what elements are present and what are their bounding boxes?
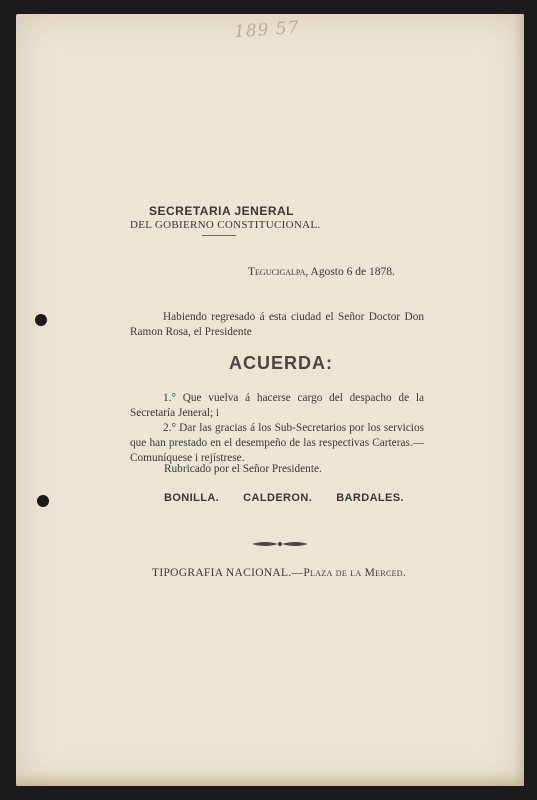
document-page — [16, 14, 524, 786]
printer-name: TIPOGRAFIA NACIONAL.— — [152, 567, 304, 579]
resolution-item-1: 1.° Que vuelva á hacerse cargo del despacho de la Secretaría Jeneral; i — [130, 392, 424, 419]
intro-paragraph: Habiendo regresado á esta ciudad el Señor Doctor Don Ramon Rosa, el Presidente — [130, 311, 424, 338]
header-secretaria: SECRETARIA JENERAL — [149, 204, 295, 218]
signatory-bonilla: BONILLA. — [164, 492, 220, 504]
ornament-divider-icon — [250, 539, 310, 549]
rubricado-line: Rubricado por el Señor Presidente. — [164, 463, 322, 475]
signatory-calderon: CALDERON. — [243, 492, 313, 504]
paper-edge-shading — [514, 14, 524, 786]
signatory-bardales: BARDALES. — [336, 492, 404, 504]
punch-hole — [37, 495, 49, 507]
date-text: , Agosto 6 de 1878. — [305, 266, 395, 278]
header-gobierno: DEL GOBIERNO CONSTITUCIONAL. — [130, 219, 321, 231]
pencil-annotation: 189 57 — [233, 17, 301, 43]
date-place: Tegucigalpa — [248, 266, 306, 278]
printer-footer — [152, 567, 406, 579]
date-line — [248, 266, 395, 278]
signatories — [164, 492, 404, 504]
punch-hole — [35, 314, 47, 326]
resolution-item-2: 2.° Dar las gracias á los Sub-Secretarios por los servicios que han prestado en el desempeño de las respectivas Carteras.—Comuníquese i rejístrese. — [130, 422, 424, 464]
paper-edge-shading — [16, 772, 524, 786]
printer-address: Plaza de la Merced. — [303, 567, 407, 579]
acuerda-heading: ACUERDA: — [229, 353, 333, 373]
header-divider — [202, 235, 236, 236]
